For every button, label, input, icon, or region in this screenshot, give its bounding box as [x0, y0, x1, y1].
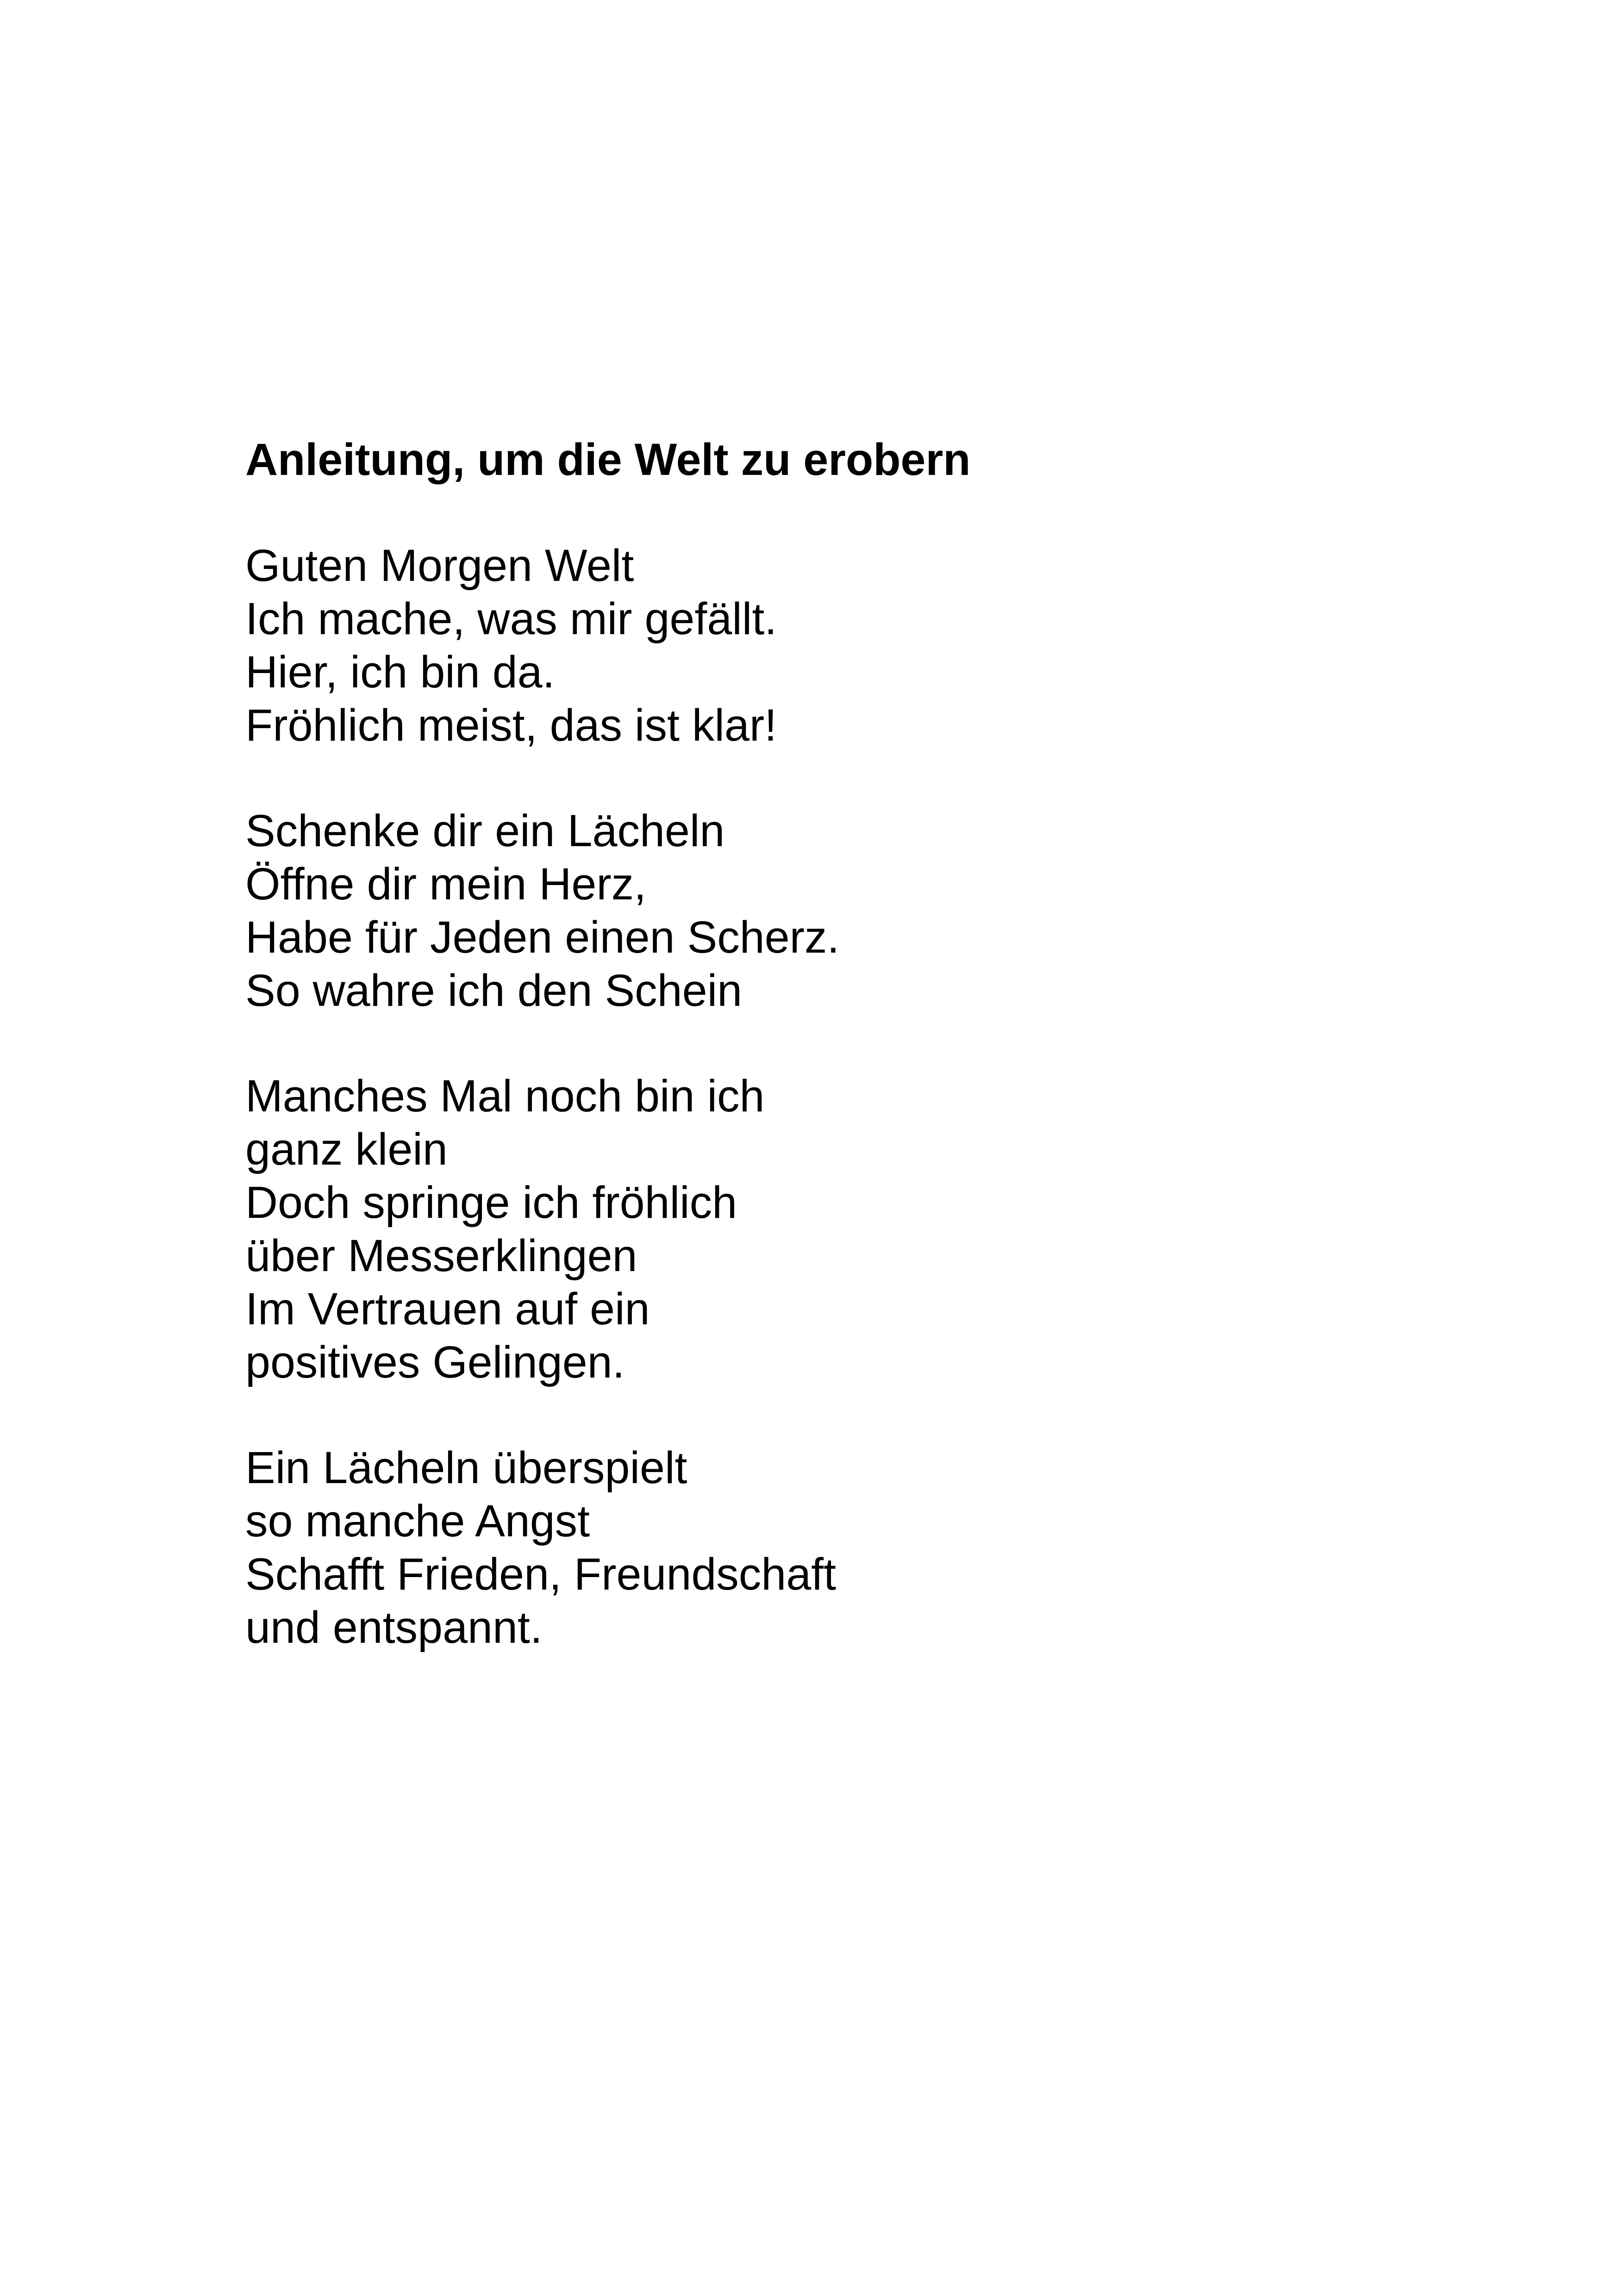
poem-line: Schafft Frieden, Freundschaft: [245, 1549, 837, 1599]
stanza-3: [245, 1069, 1449, 1389]
poem-line: Manches Mal noch bin ich: [245, 1071, 765, 1121]
poem-title: Anleitung, um die Welt zu erobern: [245, 434, 971, 485]
poem-line: Fröhlich meist, das ist klar!: [245, 700, 777, 750]
poem-line: so manche Angst: [245, 1496, 590, 1546]
poem-line: Ein Lächeln überspielt: [245, 1442, 687, 1493]
poem-line: ganz klein: [245, 1124, 448, 1174]
poem-line: Habe für Jeden einen Scherz.: [245, 912, 840, 962]
poem-line: Hier, ich bin da.: [245, 647, 555, 697]
poem-line: So wahre ich den Schein: [245, 965, 743, 1016]
poem-line: Ich mache, was mir gefällt.: [245, 593, 777, 644]
poem-line: Guten Morgen Welt: [245, 540, 634, 591]
poem-line: Doch springe ich fröhlich: [245, 1177, 737, 1228]
poem-line: und entspannt.: [245, 1602, 543, 1653]
poem-line: Im Vertrauen auf ein: [245, 1284, 650, 1334]
stanza-4: [245, 1441, 1449, 1654]
stanza-2: [245, 804, 1449, 1017]
poem: [245, 433, 1449, 1654]
poem-line: über Messerklingen: [245, 1230, 637, 1281]
stanza-1: [245, 539, 1449, 752]
poem-line: Öffne dir mein Herz,: [245, 859, 647, 909]
poem-line: positives Gelingen.: [245, 1337, 625, 1387]
poem-line: Schenke dir ein Lächeln: [245, 805, 725, 856]
